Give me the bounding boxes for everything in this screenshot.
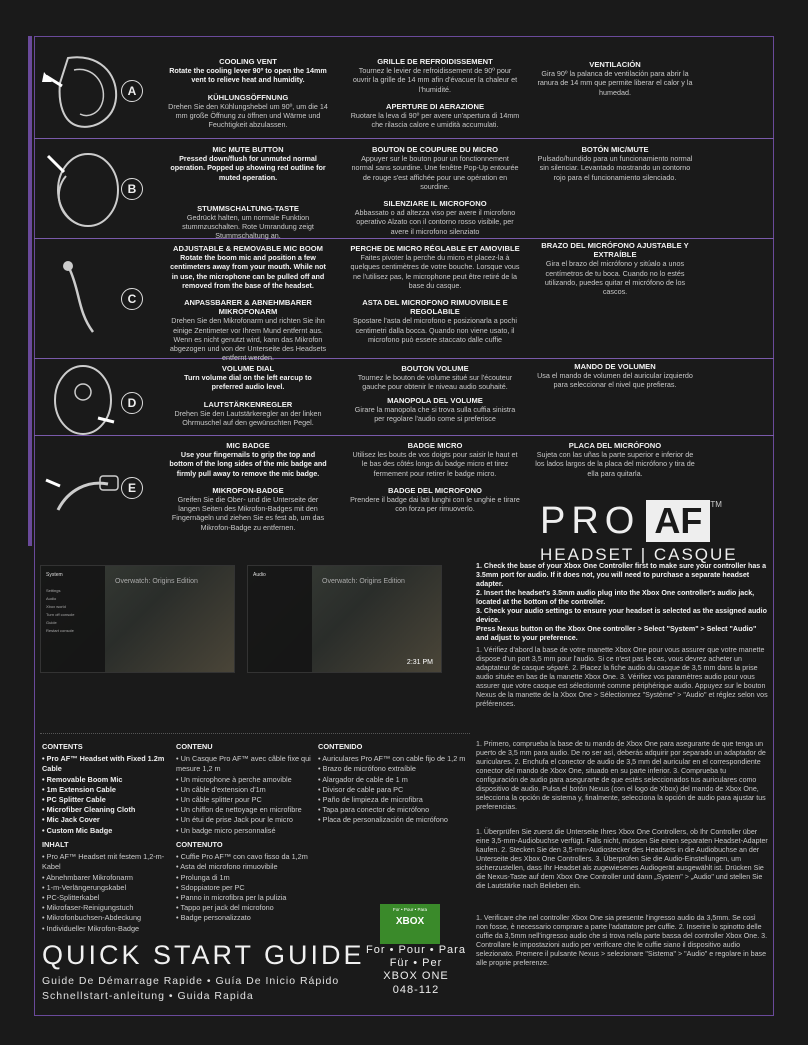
- mic-mute-illustration: [38, 146, 126, 232]
- instructions-de: 1. Überprüfen Sie zuerst die Unterseite Ihres Xbox One Controllers, ob Ihr Controller über eine 3,5-mm-Audiobuchse verfügt. Falls nicht, müssen Sie einen separaten Headset-Adapter kaufen. 2. Stecken Sie den 3,5-mm-Audiostecker des Headsets in die Audiobuchse an der Unterseite des Xbox One Controllers. 3. Überprüfen Sie die Audio-Einstellungen, um sicherzustellen, dass Ihr Headset als zugewiesenes Audiogerät ausgewählt ist. Drücken Sie die Nexus-Taste auf dem Xbox One Controller und dann „System" > „Audio" und stellen Sie die Lautstärke nach Belieben ein.: [476, 828, 768, 890]
- section-b-en: MIC MUTE BUTTON Pressed down/flush for unmuted normal operation. Popped up showing red outline for muted operation. STUMMSCHALTUNG-TASTE Gedrückt halten, um normale Funktion stummzuschalten. Rote Umrandung zeigt Stummschaltung an.: [170, 145, 326, 241]
- accent-bar: [28, 36, 32, 546]
- instructions-it: 1. Verificare che nel controller Xbox One sia presente l'ingresso audio da 3,5mm. Se così non fosse, è necessario comprare a parte l'adattatore per cuffie. 2. Inserire lo spinotto delle cuffie da 3,5mm nell'ingresso audio che si trova nella parte bassa del controller Xbox One. 3. Controllare le impostazioni audio per verificare che le cuffie siano il dispositivo audio selezionato. Premere il pulsante Nexus > selezionare "Sistema" > "Audio" e regolare in base alle proprie preferenze.: [476, 914, 768, 967]
- subtitle-line-2: Schnellstart-anleitung • Guida Rapida: [42, 990, 254, 1002]
- section-d-fr-it: BOUTON VOLUME Tournez le bouton de volume situé sur l'écouteur gauche pour obtenir le niveau audio souhaité. MANOPOLA DEL VOLUME Girare la manopola che si trova sulla cuffia sinistra per regolare l'audio come si preferisce: [354, 364, 516, 424]
- divider: [40, 733, 470, 734]
- section-letter-b: B: [121, 178, 143, 200]
- section-letter-d: D: [121, 392, 143, 414]
- contents-it: CONTENUTO • Cuffie Pro AF™ con cavo fisso da 1,2m • Asta del microfono rimuovibile • Prolunga di 1m • Sdoppiatore per PC • Panno in microfibra per la pulizia • Tappo per jack del microfono • Badge personalizzato: [176, 840, 316, 924]
- contents-de: INHALT • Pro AF™ Headset mit festem 1,2-m-Kabel • Abnehmbarer Mikrofonarm • 1-m-Verlängerungskabel • PC-Splitterkabel • Mikrofaser-Reinigungstuch • Mikrofonbuchsen-Abdeckung • Individueller Mikrofon-Badge: [42, 840, 172, 934]
- section-b-fr-it: BOUTON DE COUPURE DU MICRO Appuyer sur le bouton pour un fonctionnement normal sans sourdine. Une fenêtre Pop-Up entourée de rouge s'est affichée pour une opération en sourdine. SILENZIARE IL MICROFONO Abbassato o ad altezza viso per avere il microfono operativo Alzato con il contorno rosso visibile, per avere il microfono silenziato: [351, 145, 519, 236]
- contents-en: CONTENTS • Pro AF™ Headset with Fixed 1.2m Cable • Removable Boom Mic • 1m Extension Cable • PC Splitter Cable • Microfiber Cleaning Cloth • Mic Jack Cover • Custom Mic Badge: [42, 742, 172, 836]
- instructions-en: 1. Check the base of your Xbox One Controller first to make sure your controller has a 3.5mm port for audio. If it does not, you will need to purchase a separate headset adapter. 2. Insert the headset's 3.5mm audio plug into the Xbox One controller's audio jack, located at the bottom of the controller. 3. Check your audio settings to ensure your headset is selected as the assigned audio device. Press Nexus button on the Xbox One controller > Select "System" > Select "Audio" and adjust to your preference.: [476, 562, 767, 642]
- section-c-fr-it: PERCHE DE MICRO RÉGLABLE ET AMOVIBLE Faites pivoter la perche du micro et placez-la à quelques centimètres de votre bouche. Lorsque vous ne l'utilisez pas, le microphone peut être retiré de la base du casque. ASTA DEL MICROFONO RIMUOVIBILE E REGOLABILE Spostare l'asta del microfono e posizionarla a pochi centimetri dalla bocca. Quando non viene usato, il microfono può essere staccato dalle cuffie: [350, 244, 520, 344]
- section-d-es: MANDO DE VOLUMEN Usa el mando de volumen del auricular izquierdo para seleccionar el nivel que prefieras.: [537, 362, 693, 390]
- for-line-1: For • Pour • Para: [366, 944, 466, 956]
- section-d-en: VOLUME DIAL Turn volume dial on the left earcup to preferred audio level. LAUTSTÄRKENREGLER Drehen Sie den Lautstärkeregler an der linken Ohrmuschel auf den gewünschten Pegel.: [174, 364, 322, 428]
- volume-dial-illustration: [38, 358, 126, 444]
- screenshot-audio-menu: Audio Overwatch: Origins Edition 2:31 PM: [247, 565, 442, 673]
- cooling-vent-illustration: [38, 48, 126, 134]
- subtitle-line-1: Guide De Démarrage Rapide • Guía De Inicio Rápido: [42, 975, 340, 987]
- section-e-en: MIC BADGE Use your fingernails to grip the top and bottom of the long sides of the mic badge and firmly pull away to remove the mic badge. MIKROFON-BADGE Greifen Sie die Ober- und die Unterseite der langen Seiten des Mikrofon-Badges mit den Fingernägeln und ziehen Sie es fest ab, um das Mikrofon-Badge zu entfernen.: [169, 441, 327, 532]
- mic-boom-illustration: [38, 252, 126, 338]
- pro-af-logo: PRO AF ™ HEADSET | CASQUE: [540, 500, 738, 564]
- contents-fr: CONTENU • Un Casque Pro AF™ avec câble fixe qui mesure 1,2 m • Un microphone à perche amovible • Un câble d'extension d'1m • Un câble splitter pour PC • Un chiffon de nettoyage en microfibre • Un étui de prise Jack pour le micro • Un badge micro personnalisé: [176, 742, 316, 836]
- quick-start-title: QUICK START GUIDE: [42, 940, 365, 970]
- screenshot-system-menu: System Settings Audio Xbox world Turn off console Guide Restart console Overwatch: Origins Edition: [40, 565, 235, 673]
- section-c-en: ADJUSTABLE & REMOVABLE MIC BOOM Rotate the boom mic and position a few centimeters away from your mouth. While not in use, the microphone can be pulled off and removed from the base of the headset. ANPASSBARER & ABNEHMBARER MIKROFONARM Drehen Sie den Mikrofonarm und richten Sie ihn einige Zentimeter vor Ihrem Mund entfernt aus. Wenn es nicht genutzt wird, kann das Mikrofon abgezogen und von der Unterseite des Headsets entfernt werden.: [169, 244, 327, 363]
- section-b-es: BOTÓN MIC/MUTE Pulsado/hundido para un funcionamiento normal sin silenciar. Levantado mostrando un contorno rojo para el funcionamiento silenciado.: [537, 145, 693, 182]
- section-letter-e: E: [121, 477, 143, 499]
- section-letter-a: A: [121, 80, 143, 102]
- for-line-2: Für • Per: [389, 957, 443, 969]
- mic-badge-illustration: [38, 450, 126, 536]
- section-e-fr-it: BADGE MICRO Utilisez les bouts de vos doigts pour saisir le haut et le bas des côtés longs du badge micro et tirez fermement pour retirer le badge micro. BADGE DEL MICROFONO Prendere il badge dai lati lunghi con le unghie e tirare con forza per rimuoverlo.: [350, 441, 520, 514]
- section-a-en: COOLING VENT Rotate the cooling lever 90º to open the 14mm vent to relieve heat and humidity. KÜHLUNGSÖFFNUNG Drehen Sie den Kühlungshebel um 90º, um die 14 mm große Öffnung zu öffnen und Wärme und Feuchtigkeit abzulassen.: [168, 57, 328, 130]
- instructions-fr: 1. Vérifiez d'abord la base de votre manette Xbox One pour vous assurer que votre manette dispose d'un port 3,5 mm pour l'audio. Si ce n'est pas le cas, vous devrez acheter un adaptateur de casque séparé. 2. Placez la fiche audio du casque de 3,5 mm dans la prise audio située en bas de la manette Xbox One. 3. Vérifiez vos paramètres audio pour vous assurer que votre casque est sélectionné comme périphérique audio. Appuyez sur le bouton Nexus de la manette de la Xbox One > Sélectionnez "Système" > "Audio" et réglez selon vos préférences.: [476, 646, 768, 708]
- platform-label: XBOX ONE: [383, 970, 449, 982]
- contents-es: CONTENIDO • Auriculares Pro AF™ con cable fijo de 1,2 m • Brazo de micrófono extraíble • Alargador de cable de 1 m • Divisor de cable para PC • Paño de limpieza de microfibra • Tapa para conector de micrófono • Placa de personalización de micrófono: [318, 742, 468, 826]
- instructions-es: 1. Primero, comprueba la base de tu mando de Xbox One para asegurarte de que tenga un puerto de 3,5 mm para audio. De no ser así, deberás adquirir por separado un adaptador de auriculares. 2. Enchufa el conector de audio de 3,5 mm del auricular en el correspondiente conector del mando de Xbox One, situado en su parte inferior. 3. Comprueba tu configuración de audio para asegurarte de que estés seleccionados tus auriculares como dispositivo de audio. Pulsa el botón Nexus (con el logo de Xbox) del mando de Xbox One, selecciona la opción de sistema y, finalmente, selecciona la opción de audio para ajustar tus preferencias.: [476, 740, 766, 811]
- xbox-logo-icon: XBOX: [395, 916, 425, 927]
- section-letter-c: C: [121, 288, 143, 310]
- xbox-badge: For • Pour • Para XBOX: [380, 904, 440, 944]
- section-c-es: BRAZO DEL MICRÓFONO AJUSTABLE Y EXTRAÍBLE Gira el brazo del micrófono y sitúalo a unos centímetros de tu boca. Cuando no lo estés utilizando, puedes quitar el micrófono de los cascos.: [541, 241, 689, 297]
- section-a-fr-it: GRILLE DE REFROIDISSEMENT Tournez le levier de refroidissement de 90º pour ouvrir la grille de 14 mm afin d'évacuer la chaleur et l'humidité. APERTURE DI AERAZIONE Ruotare la leva di 90º per avere un'apertura di 14mm che rilascia calore e umidità accumulati.: [350, 57, 520, 130]
- section-a-es: VENTILACIÓN Gira 90º la palanca de ventilación para abrir la ranura de 14 mm que permite liberar el calor y la humedad.: [537, 60, 693, 97]
- product-code: 048-112: [392, 984, 440, 996]
- section-e-es: PLACA DEL MICRÓFONO Sujeta con las uñas la parte superior e inferior de los lados largos de la placa del micrófono y tira de ella para quitarla.: [535, 441, 695, 478]
